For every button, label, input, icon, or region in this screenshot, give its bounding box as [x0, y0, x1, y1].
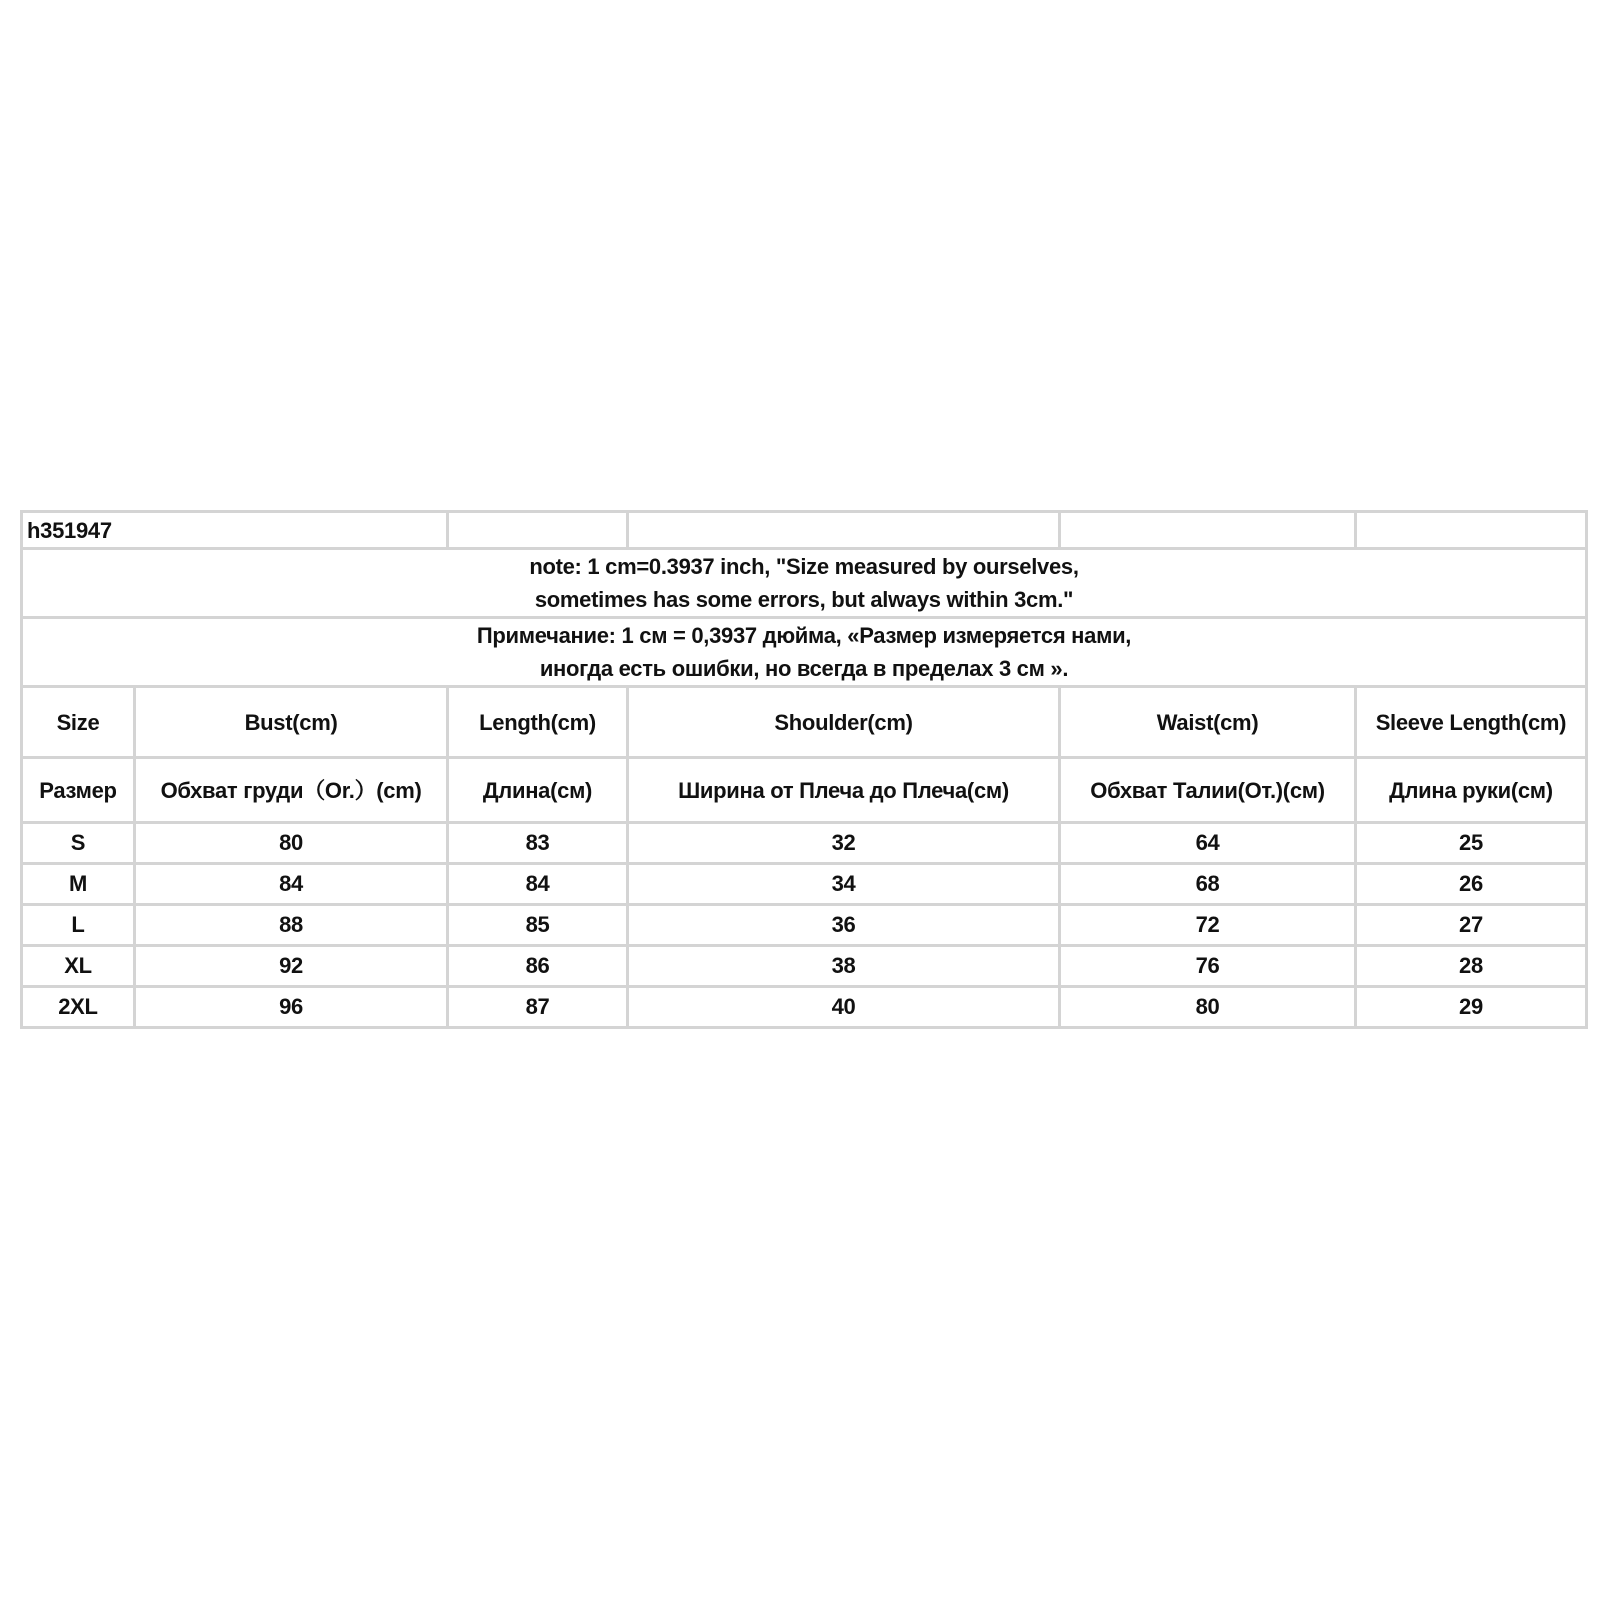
header-bust-ru: Обхват груди（Or.）(cm) [134, 758, 447, 823]
cell-sleeve: 27 [1355, 905, 1586, 946]
cell-bust: 80 [134, 823, 447, 864]
cell-length: 86 [448, 946, 628, 987]
header-waist-ru: Обхват Талии(От.)(см) [1060, 758, 1356, 823]
header-shoulder: Shoulder(cm) [627, 687, 1059, 758]
size-chart [20, 510, 1588, 1029]
size-table [20, 510, 1588, 1029]
product-code: h351947 [22, 512, 448, 549]
cell-bust: 84 [134, 864, 447, 905]
cell-length: 84 [448, 864, 628, 905]
cell-shoulder: 34 [627, 864, 1059, 905]
cell-length: 85 [448, 905, 628, 946]
russian-note [22, 618, 1587, 687]
table-row [22, 987, 1587, 1028]
russian-note-row [22, 618, 1587, 687]
cell-length: 87 [448, 987, 628, 1028]
cell-sleeve: 26 [1355, 864, 1586, 905]
header-row-russian [22, 758, 1587, 823]
product-code-row [22, 512, 1587, 549]
header-shoulder-ru: Ширина от Плеча до Плеча(см) [627, 758, 1059, 823]
empty-cell [1355, 512, 1586, 549]
cell-bust: 96 [134, 987, 447, 1028]
cell-size: XL [22, 946, 135, 987]
table-row [22, 823, 1587, 864]
english-note-line-2: sometimes has some errors, but always within 3cm." [534, 587, 1074, 612]
english-note [22, 549, 1587, 618]
table-row [22, 946, 1587, 987]
cell-shoulder: 32 [627, 823, 1059, 864]
cell-waist: 64 [1060, 823, 1356, 864]
cell-shoulder: 38 [627, 946, 1059, 987]
header-sleeve-length-ru: Длина руки(см) [1355, 758, 1586, 823]
table-row [22, 905, 1587, 946]
header-length: Length(cm) [448, 687, 628, 758]
empty-cell [1060, 512, 1356, 549]
cell-size: M [22, 864, 135, 905]
empty-cell [627, 512, 1059, 549]
header-sleeve-length: Sleeve Length(cm) [1355, 687, 1586, 758]
cell-size: S [22, 823, 135, 864]
empty-cell [448, 512, 628, 549]
cell-length: 83 [448, 823, 628, 864]
cell-sleeve: 28 [1355, 946, 1586, 987]
cell-waist: 76 [1060, 946, 1356, 987]
header-bust: Bust(cm) [134, 687, 447, 758]
russian-note-line-1: Примечание: 1 см = 0,3937 дюйма, «Размер измеряется нами, [476, 623, 1132, 648]
cell-sleeve: 29 [1355, 987, 1586, 1028]
header-waist: Waist(cm) [1060, 687, 1356, 758]
english-note-line-1: note: 1 cm=0.3937 inch, "Size measured by ourselves, [529, 554, 1079, 579]
cell-sleeve: 25 [1355, 823, 1586, 864]
cell-waist: 68 [1060, 864, 1356, 905]
header-size-ru: Размер [22, 758, 135, 823]
cell-waist: 80 [1060, 987, 1356, 1028]
cell-bust: 88 [134, 905, 447, 946]
cell-waist: 72 [1060, 905, 1356, 946]
header-row-english [22, 687, 1587, 758]
russian-note-line-2: иногда есть ошибки, но всегда в пределах 3 см ». [539, 656, 1069, 681]
header-length-ru: Длина(см) [448, 758, 628, 823]
table-row [22, 864, 1587, 905]
english-note-row [22, 549, 1587, 618]
cell-bust: 92 [134, 946, 447, 987]
cell-size: L [22, 905, 135, 946]
header-size: Size [22, 687, 135, 758]
cell-shoulder: 36 [627, 905, 1059, 946]
cell-size: 2XL [22, 987, 135, 1028]
cell-shoulder: 40 [627, 987, 1059, 1028]
